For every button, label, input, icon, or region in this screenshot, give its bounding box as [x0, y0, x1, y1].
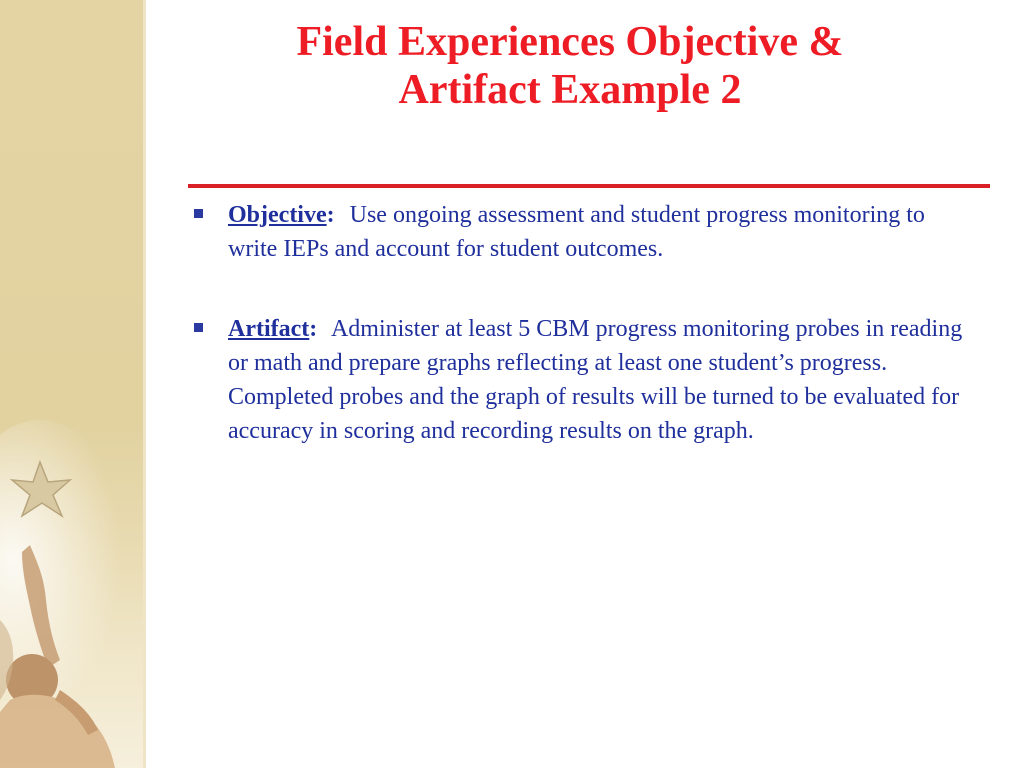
artifact-text: Administer at least 5 CBM progress monitoring probes in reading or math and prepare graphs reflecting at least one student’s progress. Completed probes and the graph of results will be turned to be evaluated for accuracy in scoring and recording results on the graph.: [228, 316, 963, 444]
title-divider: [188, 184, 990, 188]
slide-title-line-1: Field Experiences Objective &: [296, 19, 844, 65]
objective-colon: :: [326, 202, 335, 228]
artifact-colon: :: [309, 316, 318, 342]
slide-title: [150, 18, 990, 114]
star-and-child-illustration: [0, 0, 143, 768]
slide-title-line-2: Artifact Example 2: [398, 67, 742, 113]
sidebar-edge: [143, 0, 146, 768]
objective-term: Objective: [228, 202, 327, 228]
bullet-objective: [190, 198, 980, 266]
bullet-artifact: [190, 312, 980, 448]
bullet-list: [190, 198, 980, 448]
square-bullet-icon: [194, 209, 203, 218]
objective-text: Use ongoing assessment and student progress monitoring to write IEPs and account for student outcomes.: [228, 202, 925, 262]
artifact-term: Artifact: [228, 316, 310, 342]
decorative-sidebar: [0, 0, 143, 768]
square-bullet-icon: [194, 323, 203, 332]
